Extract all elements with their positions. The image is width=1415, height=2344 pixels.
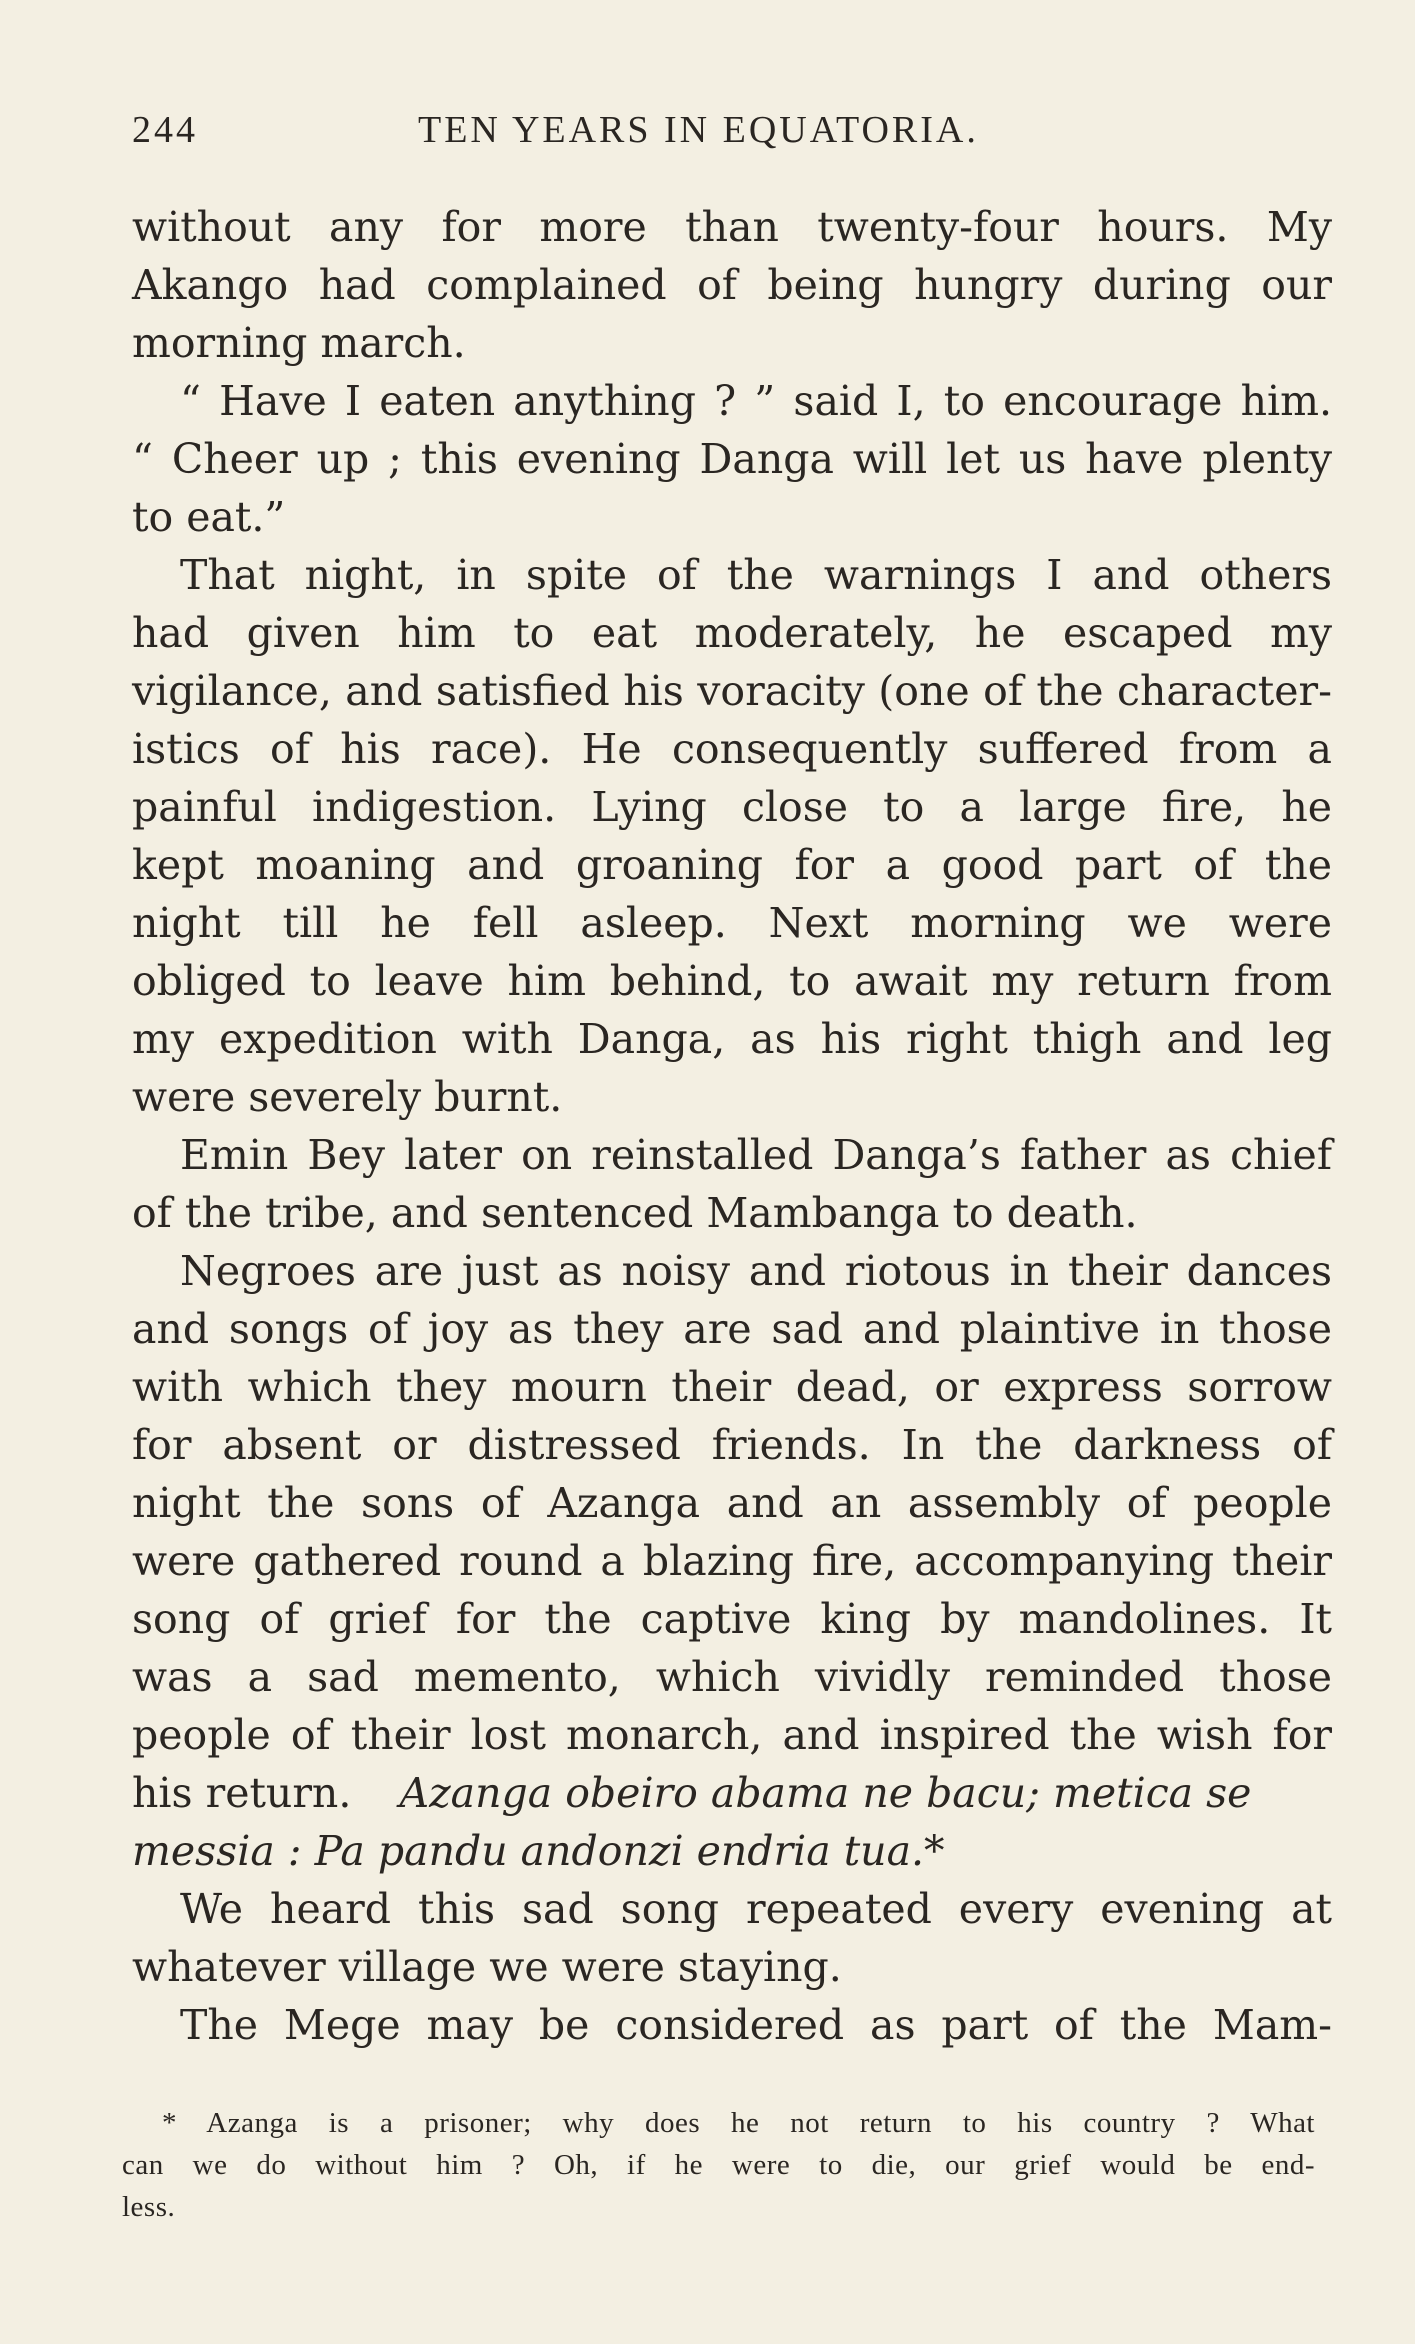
- page-number: 244: [132, 109, 198, 151]
- text-line: song of grief for the captive king by mandolines. It: [132, 1595, 1332, 1643]
- text-line: was a sad memento, which vividly reminded those: [132, 1653, 1332, 1701]
- text-line: “ Have I eaten anything ? ” said I, to encourage him.: [180, 377, 1332, 425]
- text-line: The Mege may be considered as part of the Mam-: [180, 2001, 1332, 2049]
- text-line: my expedition with Danga, as his right thigh and leg: [132, 1015, 1332, 1063]
- footnote-line: less.: [122, 2191, 176, 2223]
- text-line: whatever village we were staying.: [132, 1943, 842, 1991]
- footnote: [122, 2102, 1315, 2228]
- text-line: painful indigestion. Lying close to a large fire, he: [132, 783, 1332, 831]
- footnote-line: can we do without him ? Oh, if he were to die, our grief would be end-: [122, 2149, 1315, 2181]
- text-line: and songs of joy as they are sad and plaintive in those: [132, 1305, 1332, 1353]
- text-line: Negroes are just as noisy and riotous in their dances: [180, 1247, 1332, 1295]
- text-line: vigilance, and satisfied his voracity (one of the character-: [132, 667, 1332, 715]
- text-line: “ Cheer up ; this evening Danga will let us have plenty: [132, 435, 1332, 483]
- text-line: night till he fell asleep. Next morning we were: [132, 899, 1332, 947]
- text-line: That night, in spite of the warnings I and others: [180, 551, 1332, 599]
- text-span: his return.: [132, 1769, 352, 1817]
- text-line: for absent or distressed friends. In the darkness of: [132, 1421, 1332, 1469]
- text-line: Akango had complained of being hungry during our: [132, 261, 1332, 309]
- italic-quote-span: Azanga obeiro abama ne bacu; metica se: [399, 1769, 1252, 1817]
- text-line: obliged to leave him behind, to await my return from: [132, 957, 1332, 1005]
- text-line: were gathered round a blazing fire, accompanying their: [132, 1537, 1332, 1585]
- italic-quote-line: messia : Pa pandu andonzi endria tua.*: [132, 1827, 945, 1875]
- text-line: were severely burnt.: [132, 1073, 563, 1121]
- text-line: people of their lost monarch, and inspired the wish for: [132, 1711, 1332, 1759]
- footnote-line: * Azanga is a prisoner; why does he not return to his country ? What: [162, 2107, 1315, 2139]
- text-line-mixed: [132, 1764, 1332, 1822]
- text-line: had given him to eat moderately, he escaped my: [132, 609, 1332, 657]
- text-line: to eat.”: [132, 493, 286, 541]
- text-line: Emin Bey later on reinstalled Danga’s father as chief: [180, 1131, 1332, 1179]
- running-head: [132, 108, 1332, 158]
- text-line: without any for more than twenty-four hours. My: [132, 203, 1332, 251]
- text-line: morning march.: [132, 319, 466, 367]
- running-title: TEN YEARS IN EQUATORIA.: [418, 109, 979, 151]
- body-text: [132, 198, 1332, 2054]
- text-line: kept moaning and groaning for a good part of the: [132, 841, 1332, 889]
- text-line: night the sons of Azanga and an assembly of people: [132, 1479, 1332, 1527]
- text-line: istics of his race). He consequently suffered from a: [132, 725, 1332, 773]
- text-line: We heard this sad song repeated every evening at: [180, 1885, 1332, 1933]
- text-line: of the tribe, and sentenced Mambanga to death.: [132, 1189, 1138, 1237]
- text-line: with which they mourn their dead, or express sorrow: [132, 1363, 1332, 1411]
